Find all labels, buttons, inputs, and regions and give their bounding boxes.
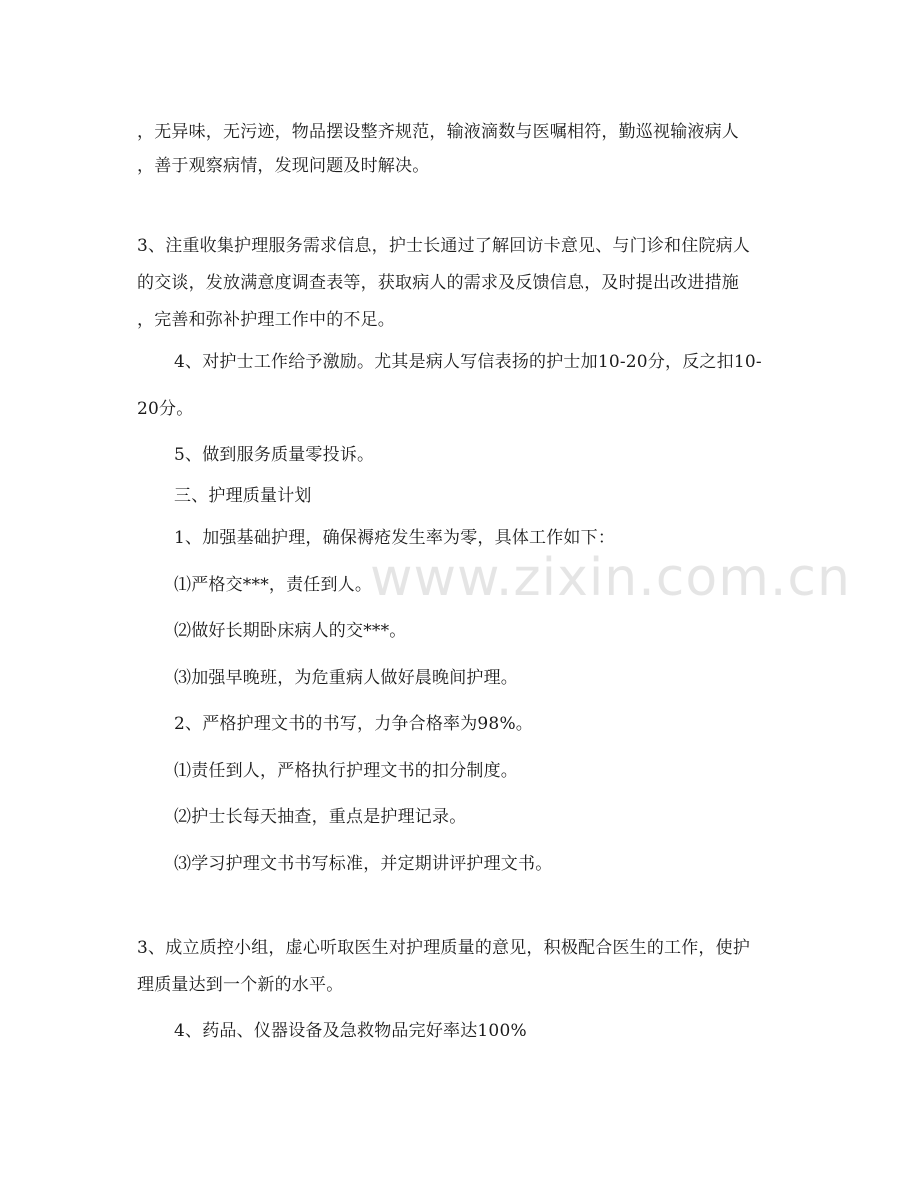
text-line-2: ，善于观察病情，发现问题及时解决。 bbox=[137, 156, 430, 176]
text-line-18: 3、成立质控小组，虚心听取医生对护理质量的意见，积极配合医生的工作，使护 bbox=[137, 938, 751, 958]
text-line-15: ⑴责任到人，严格执行护理文书的扣分制度。 bbox=[174, 761, 518, 781]
text-line-4: 的交谈，发放满意度调查表等，获取病人的需求及反馈信息，及时提出改进措施 bbox=[137, 273, 739, 293]
text-line-8: 5、做到服务质量零投诉。 bbox=[174, 445, 375, 465]
text-line-20: 4、药品、仪器设备及急救物品完好率达100% bbox=[174, 1021, 527, 1041]
text-line-12: ⑵做好长期卧床病人的交***。 bbox=[174, 621, 407, 641]
text-line-11: ⑴严格交***，责任到人。 bbox=[174, 575, 373, 595]
text-line-14: 2、严格护理文书的书写，力争合格率为98%。 bbox=[174, 714, 534, 734]
text-line-3: 3、注重收集护理服务需求信息，护士长通过了解回访卡意见、与门诊和住院病人 bbox=[137, 236, 751, 256]
text-line-7: 20分。 bbox=[137, 399, 194, 419]
text-line-1: ，无异味，无污迹，物品摆设整齐规范，输液滴数与医嘱相符，勤巡视输液病人 bbox=[137, 122, 739, 142]
text-line-6: 4、对护士工作给予激励。尤其是病人写信表扬的护士加10-20分，反之扣10- bbox=[174, 352, 762, 372]
watermark: www.zixin.com.cn bbox=[370, 548, 851, 608]
text-line-5: ，完善和弥补护理工作中的不足。 bbox=[137, 310, 395, 330]
text-line-17: ⑶学习护理文书书写标准，并定期讲评护理文书。 bbox=[174, 854, 553, 874]
text-line-19: 理质量达到一个新的水平。 bbox=[137, 975, 344, 995]
text-line-13: ⑶加强早晚班，为危重病人做好晨晚间护理。 bbox=[174, 668, 518, 688]
text-line-10: 1、加强基础护理，确保褥疮发生率为零，具体工作如下： bbox=[174, 528, 616, 548]
section-heading: 三、护理质量计划 bbox=[174, 486, 312, 506]
text-line-16: ⑵护士长每天抽查，重点是护理记录。 bbox=[174, 807, 467, 827]
